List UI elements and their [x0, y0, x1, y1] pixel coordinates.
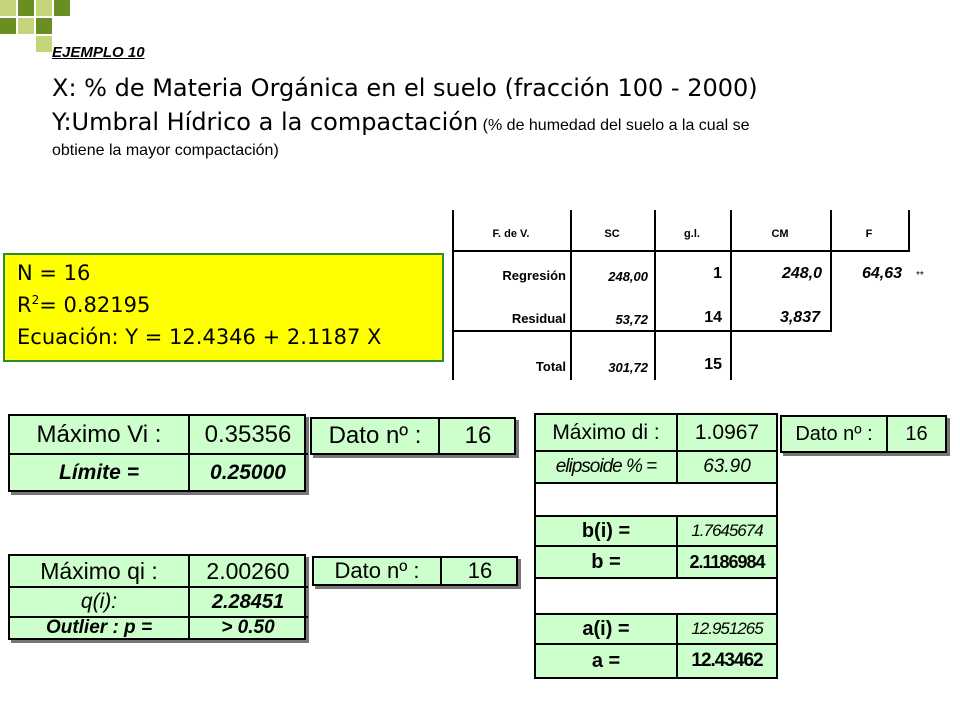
x-variable-description: X: % de Materia Orgánica en el suelo (fracción 100 - 2000): [52, 74, 758, 102]
y-variable-description: [52, 108, 750, 136]
outlier-label: Outlier : p =: [45, 617, 153, 638]
row-regresion-gl: 1: [713, 265, 722, 282]
qi-value: 2.28451: [211, 590, 285, 613]
b-label: b =: [591, 550, 621, 573]
vi-dato-value: 16: [464, 422, 492, 449]
outlier-value: > 0.50: [221, 617, 275, 638]
significance-marker: **: [916, 270, 924, 281]
row-residual-gl: 14: [704, 309, 722, 326]
ai-value: 12.951265: [691, 619, 763, 638]
header-f: F: [865, 228, 873, 240]
row-residual-sc: 53,72: [615, 312, 648, 327]
limit-label: Límite =: [59, 460, 139, 484]
equation: Ecuación: Y = 12.4346 + 2.1187 X: [17, 325, 382, 349]
max-qi-value: 2.00260: [206, 557, 290, 584]
ai-label: a(i) =: [582, 617, 630, 640]
elipsoide-value: 63.90: [703, 456, 751, 477]
bi-value: 1.7645674: [691, 521, 763, 540]
vi-dato-label: Dato nº :: [328, 422, 422, 449]
row-regresion-sc: 248,00: [608, 269, 648, 284]
header-gl: g.l.: [684, 228, 700, 240]
row-total-sc: 301,72: [608, 360, 648, 375]
vi-dato-box: [310, 417, 516, 455]
max-vi-value: 0.35356: [204, 420, 292, 448]
di-dato-value: 16: [905, 422, 928, 445]
qi-label: q(i):: [80, 590, 118, 613]
row-regresion-fv: Regresión: [502, 268, 566, 283]
r2-prefix: R: [17, 293, 32, 317]
y-variable-main: Y:Umbral Hídrico a la compactación: [52, 108, 479, 136]
row-residual-cm: 3,837: [779, 309, 820, 326]
di-box: [534, 413, 778, 679]
max-di-row: [536, 415, 776, 452]
y-variable-note-cont: obtiene la mayor compactación): [52, 142, 279, 159]
n-value: N = 16: [17, 261, 91, 285]
max-vi-label: Máximo Vi :: [36, 420, 162, 448]
row-total-fv: Total: [535, 359, 566, 374]
di-dato-box: [780, 415, 947, 453]
a-value: 12.43462: [691, 650, 763, 671]
bi-label: b(i) =: [581, 519, 631, 542]
header-sc: SC: [604, 228, 620, 240]
b-value: 2.1186984: [689, 551, 765, 572]
row-residual-fv: Residual: [511, 311, 566, 326]
max-di-value: 1.0967: [694, 420, 760, 444]
r2-value: [17, 293, 150, 317]
regression-summary-box: [3, 253, 444, 362]
row-regresion-f: 64,63: [861, 265, 902, 282]
qi-dato-label: Dato nº :: [334, 558, 420, 583]
header-fv: F. de V.: [492, 228, 530, 240]
bi-row: [536, 515, 776, 547]
example-title: EJEMPLO 10: [52, 44, 145, 61]
anova-table: [452, 210, 924, 380]
qi-box: [8, 554, 306, 640]
y-variable-note: (% de humedad del suelo a la cual se: [478, 117, 750, 134]
header-cm: CM: [771, 228, 789, 240]
qi-dato-value: 16: [467, 558, 493, 583]
r2-number: = 0.82195: [39, 293, 151, 317]
elipsoide-row: [536, 452, 776, 484]
b-row: [536, 547, 776, 579]
max-qi-label: Máximo qi :: [40, 557, 158, 584]
max-di-label: Máximo di :: [552, 420, 660, 444]
limit-value: 0.25000: [210, 460, 286, 484]
ai-row: [536, 613, 776, 645]
elipsoide-label: elipsoide % =: [555, 456, 657, 477]
a-row: [536, 645, 776, 677]
row-regresion-cm: 248,0: [781, 265, 822, 282]
row-total-gl: 15: [704, 356, 722, 373]
vi-box: [8, 414, 306, 492]
qi-dato-box: [312, 556, 518, 586]
r2-sup: 2: [31, 293, 40, 307]
a-label: a =: [591, 649, 621, 672]
di-dato-label: Dato nº :: [795, 422, 873, 445]
